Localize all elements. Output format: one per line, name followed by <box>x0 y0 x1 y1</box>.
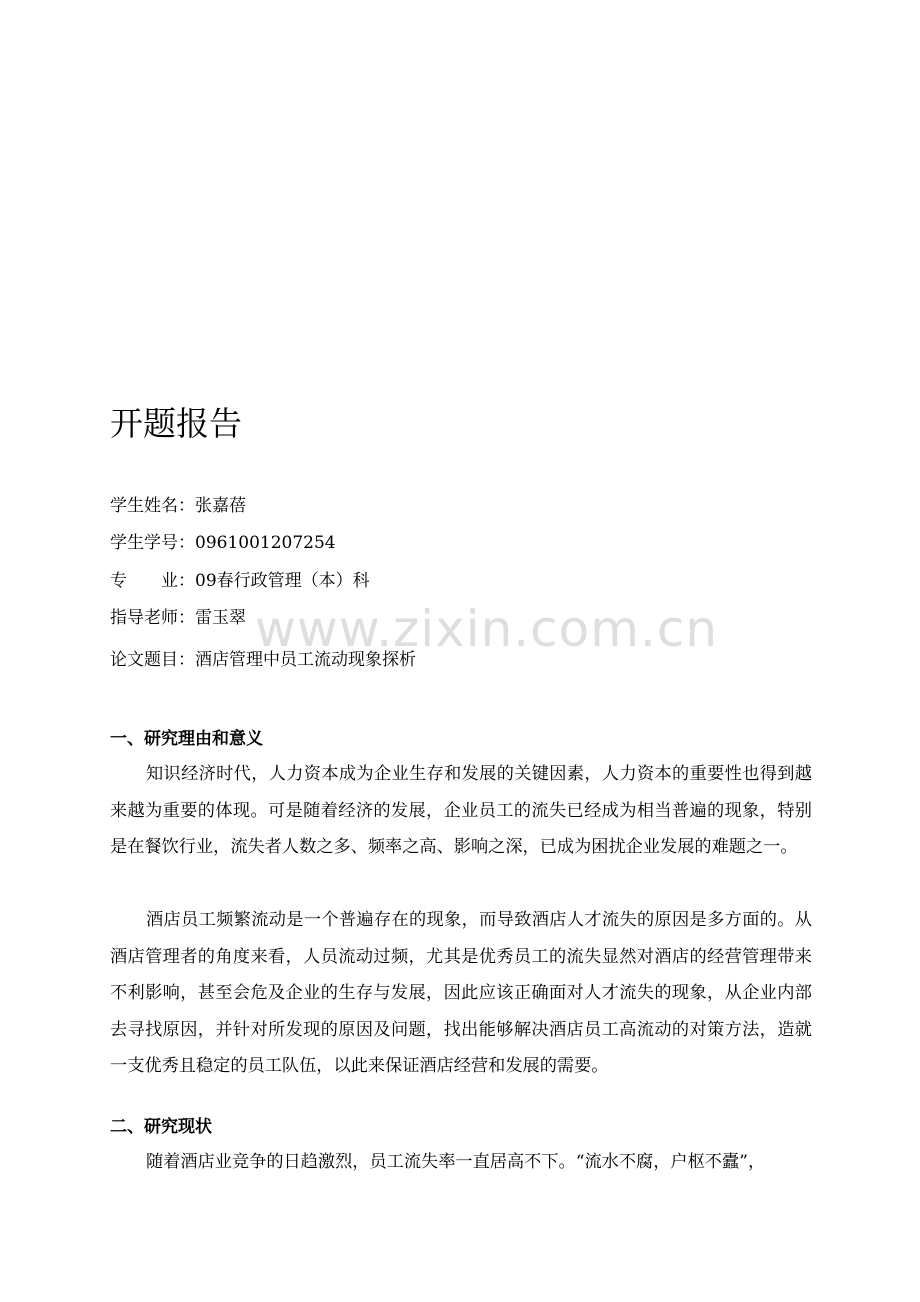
info-label: 专 业： <box>110 571 195 591</box>
section-heading: 二、研究现状 <box>110 1117 212 1137</box>
info-value: 09春行政管理（本）科 <box>195 571 370 591</box>
info-value: 雷玉翠 <box>195 608 246 628</box>
info-major <box>110 569 370 593</box>
watermark: www.zixin.com.cn <box>255 600 719 658</box>
info-value: 0961001207254 <box>195 533 336 553</box>
info-value: 酒店管理中员工流动现象探析 <box>195 650 416 670</box>
paragraph: 酒店员工频繁流动是一个普遍存在的现象，而导致酒店人才流失的原因是多方面的。从酒店管理者的角度来看，人员流动过频，尤其是优秀员工的流失显然对酒店的经营管理带来不利影响，甚至会危及企业的生存与发展，因此应该正确面对人才流失的现象，从企业内部去寻找原因，并针对所发现的原因及问题，找出能够解决酒店员工高流动的对策方法，造就一支优秀且稳定的员工队伍，以此来保证酒店经营和发展的需要。 <box>110 910 812 1077</box>
info-student-name <box>110 494 246 518</box>
info-label: 指导老师： <box>110 608 195 628</box>
info-advisor <box>110 606 246 630</box>
section-heading: 一、研究理由和意义 <box>110 729 263 749</box>
paragraph: 知识经济时代，人力资本成为企业生存和发展的关键因素，人力资本的重要性也得到越来越为重要的体现。可是随着经济的发展，企业员工的流失已经成为相当普遍的现象，特别是在餐饮行业，流失者人数之多、频率之高、影响之深，已成为困扰企业发展的难题之一。 <box>110 764 812 858</box>
info-label: 学生学号： <box>110 533 195 553</box>
info-label: 论文题目： <box>110 650 195 670</box>
paragraph: 随着酒店业竞争的日趋激烈，员工流失率一直居高不下。“流水不腐，户枢不蠹”， <box>146 1152 766 1172</box>
info-student-id <box>110 531 336 555</box>
info-value: 张嘉蓓 <box>195 496 246 516</box>
info-label: 学生姓名： <box>110 496 195 516</box>
page-title: 开题报告 <box>110 404 242 443</box>
